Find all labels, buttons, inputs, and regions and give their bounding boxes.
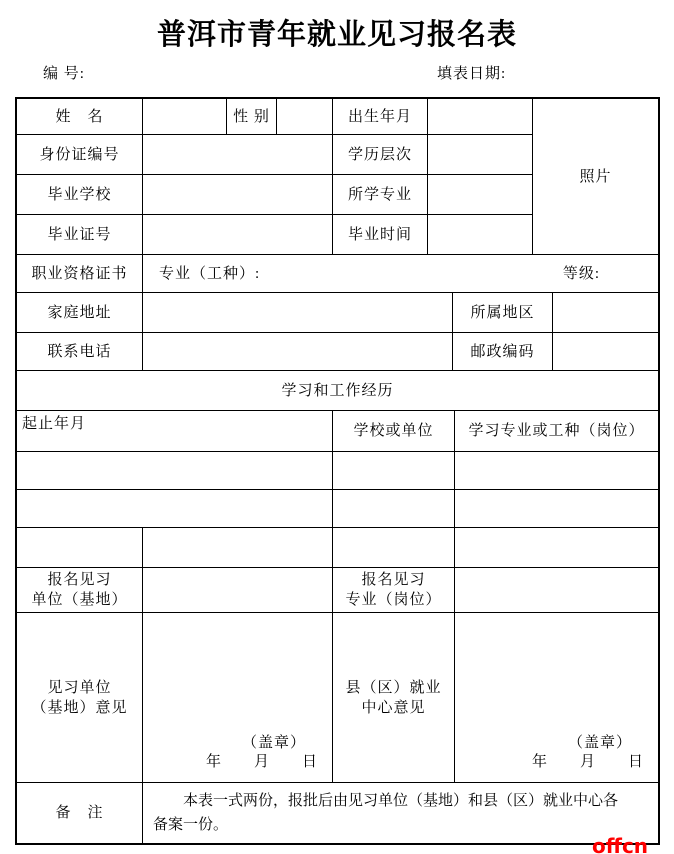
- birth-value-cell: [428, 99, 533, 135]
- experience-section-title-cell: 学习和工作经历: [17, 371, 658, 411]
- form-title: 普洱市青年就业见习报名表: [156, 19, 517, 51]
- name-value-cell: [143, 99, 227, 135]
- major-label-cell: 所学专业: [333, 175, 428, 215]
- offcn-watermark: offcn: [592, 834, 649, 854]
- gender-value-cell: [277, 99, 333, 135]
- apply-unit-value-cell: [143, 568, 333, 613]
- experience-org-header-cell: 学校或单位: [333, 411, 455, 452]
- education-level-label-cell: 学历层次: [333, 135, 428, 175]
- remarks-text-cell: [143, 783, 658, 843]
- address-label-cell: 家庭地址: [17, 293, 143, 333]
- region-label-cell: 所属地区: [453, 293, 553, 333]
- zip-label-cell: 邮政编码: [453, 333, 553, 371]
- center-stamp-label: （盖章）: [567, 735, 632, 751]
- unit-date-label: 年 月 日: [205, 754, 318, 770]
- experience-row3-org-cell: [333, 528, 455, 568]
- apply-unit-label-cell: 报名见习 单位（基地）: [17, 568, 143, 613]
- school-value-cell: [143, 175, 333, 215]
- qualification-label-cell: 职业资格证书: [17, 255, 143, 293]
- experience-row2-major-cell: [455, 490, 658, 528]
- region-value-cell: [553, 293, 658, 333]
- experience-row2-period-cell: [17, 490, 333, 528]
- major-value-cell: [428, 175, 533, 215]
- graduation-time-label-cell: 毕业时间: [333, 215, 428, 255]
- remarks-line1: 本表一式两份，报批后由见习单位（基地）和县（区）就业中心各: [183, 793, 619, 809]
- experience-row1-period-cell: [17, 452, 333, 490]
- center-opinion-value-cell: [455, 613, 658, 783]
- unit-stamp-label: （盖章）: [241, 735, 306, 751]
- phone-value-cell: [143, 333, 453, 371]
- experience-period-header-cell: 起止年月: [17, 411, 333, 452]
- experience-row2-org-cell: [333, 490, 455, 528]
- id-number-value-cell: [143, 135, 333, 175]
- center-date-label: 年 月 日: [531, 754, 644, 770]
- form-number-label: 编 号:: [43, 66, 85, 82]
- birth-label-cell: 出生年月: [333, 99, 428, 135]
- gender-label-cell: 性 别: [227, 99, 277, 135]
- center-opinion-label-cell: 县（区）就业 中心意见: [333, 613, 455, 783]
- experience-row3-cell-a: [17, 528, 143, 568]
- unit-opinion-label-cell: 见习单位 （基地）意见: [17, 613, 143, 783]
- experience-major-header-cell: 学习专业或工种（岗位）: [455, 411, 658, 452]
- experience-row3-cell-b: [143, 528, 333, 568]
- experience-row3-major-cell: [455, 528, 658, 568]
- diploma-no-label-cell: 毕业证号: [17, 215, 143, 255]
- photo-cell: 照片: [533, 99, 658, 255]
- form-table: [15, 97, 660, 845]
- qualification-detail-cell: [143, 255, 658, 293]
- id-number-label-cell: 身份证编号: [17, 135, 143, 175]
- apply-major-value-cell: [455, 568, 658, 613]
- experience-row1-major-cell: [455, 452, 658, 490]
- school-label-cell: 毕业学校: [17, 175, 143, 215]
- phone-label-cell: 联系电话: [17, 333, 143, 371]
- experience-row1-org-cell: [333, 452, 455, 490]
- apply-major-label-cell: 报名见习 专业（岗位）: [333, 568, 455, 613]
- unit-opinion-value-cell: [143, 613, 333, 783]
- remarks-line2: 备案一份。: [153, 817, 229, 833]
- address-value-cell: [143, 293, 453, 333]
- qualification-level-label: 等级:: [562, 265, 600, 282]
- graduation-time-value-cell: [428, 215, 533, 255]
- education-level-value-cell: [428, 135, 533, 175]
- qualification-major-label: 专业（工种）:: [159, 265, 261, 282]
- fill-date-label: 填表日期:: [437, 66, 507, 82]
- diploma-no-value-cell: [143, 215, 333, 255]
- name-label-cell: 姓 名: [17, 99, 143, 135]
- remarks-label-cell: 备 注: [17, 783, 143, 843]
- zip-value-cell: [553, 333, 658, 371]
